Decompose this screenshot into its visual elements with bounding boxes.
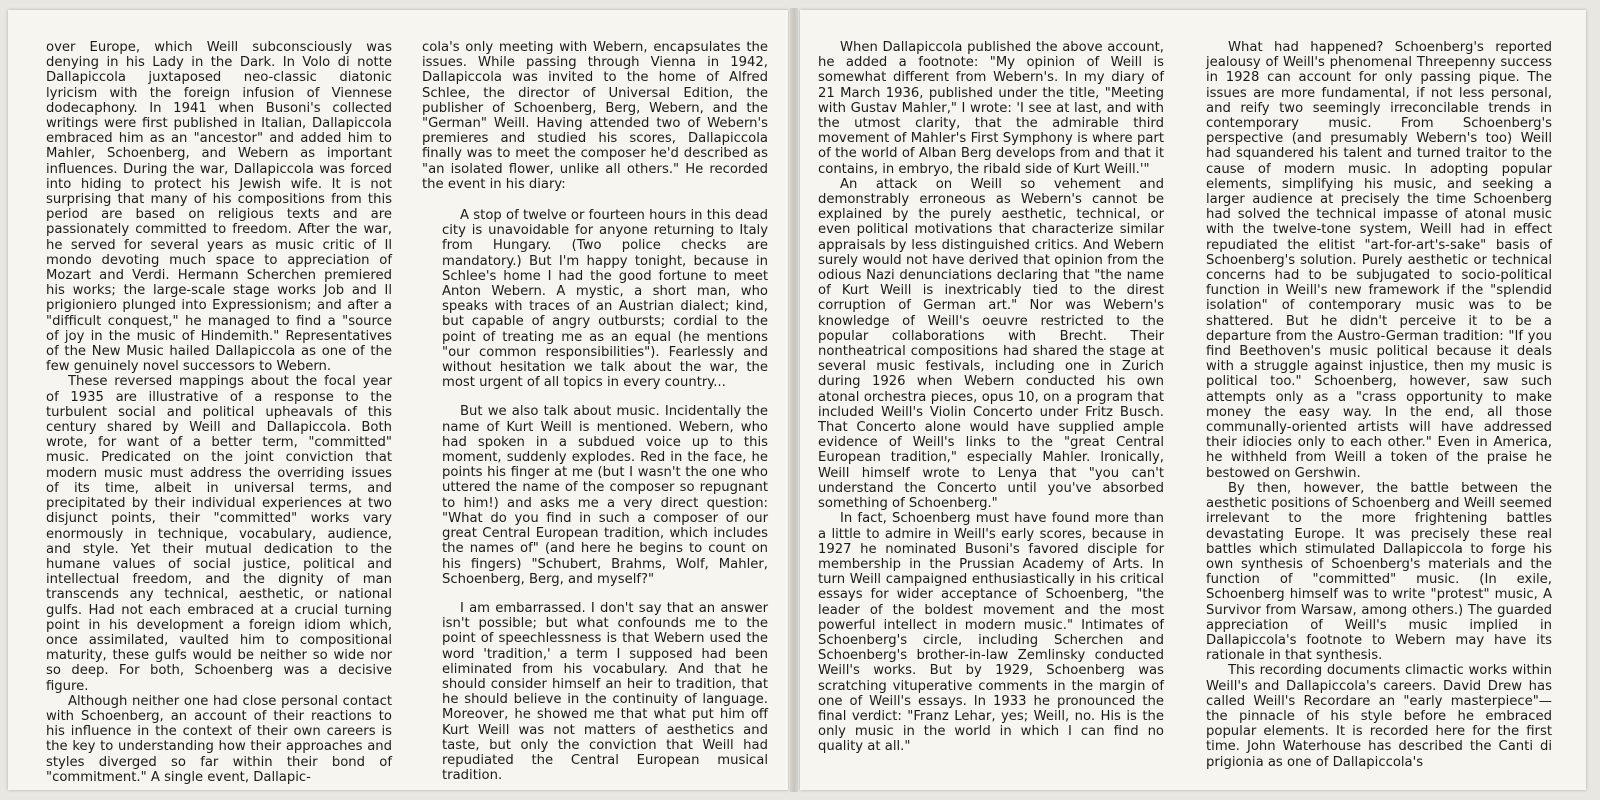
paragraph: over Europe, which Weill subconsciously was denying in his Lady in the Dark. In Volo di notte Dallapiccola juxtaposed neo-classic diatonic lyricism with the foreign infusion of Viennese dodecaphony. In 1941 when Busoni's collected writings were first published in Italian, Dallapiccola embraced him as an "ancestor" and added him to Mahler, Schoenberg, and Webern as important influences. During the war, Dallapiccola was forced into hiding to protect his Jewish wife. It is not surprising that many of his compositions from this period are based on religious texts and are passionately committed to freedom. After the war, he served for several years as music critic of Il mondo devoting much space to appreciation of Mozart and Verdi. Hermann Scherchen premiered his works; the large-scale stage works Job and Il prigioniero plunged into Expressionism; and after a "difficult conquest," he managed to find a "source of joy in the music of Hindemith." Representatives of the New Music hailed Dallapiccola as one of the few genuinely novel successors to Webern.	[46, 40, 392, 375]
paragraph: When Dallapiccola published the above account, he added a footnote: "My opinion of Weill is somewhat different from Webern's. In my diary of 21 March 1936, published under the title, "Meeting with Gustav Mahler," I wrote: 'I see at last, and with the utmost clarity, that the admirable third movement of Mahler's First Symphony is where part of the world of Alban Berg develops from and that it contains, in embryo, the ribald side of Kurt Weill.'"	[818, 40, 1164, 177]
right-page-column-1	[818, 40, 1164, 770]
right-page-column-2	[1206, 40, 1552, 770]
booklet-spine	[790, 8, 798, 792]
left-page	[8, 10, 788, 790]
paragraph: What had happened? Schoenberg's reported jealousy of Weill's phenomenal Threepenny success in 1928 can account for only passing pique. The issues are more fundamental, if not less personal, and reify two seemingly irreconcilable trends in contemporary music. From Schoenberg's perspective (and presumably Webern's too) Weill had squandered his talent and turned traitor to the cause of modern music. In adopting popular elements, simplifying his music, and seeking a larger audience at precisely the time Schoenberg had solved the technical impasse of atonal music with the twelve-tone system, Weill had in effect repudiated the elitist "art-for-art's-sake" basis of Schoenberg's solution. Purely aesthetic or technical concerns had to be subjugated to socio-political function in Weill's new framework if the "splendid isolation" of contemporary music was to be shattered. But he didn't perceive it to be a departure from the Austro-German tradition: "If you find Beethoven's music political because it deals with a struggle against injustice, then my music is political too." Schoenberg, however, saw such attempts only as a "crass opportunity to make money the easy way. In the end, all those communally-oriented artists will have addressed their idiocies only to each other." Even in America, he withheld from Weill a token of the praise he bestowed on Gershwin.	[1206, 40, 1552, 481]
paragraph: These reversed mappings about the focal year of 1935 are illustrative of a response to the turbulent social and political upheavals of this century shared by Weill and Dallapiccola. Both wrote, for want of a better term, "committed" music. Predicated on the joint conviction that modern music must address the overriding issues of its time, albeit in universal terms, and precipitated by their individual experiences at two disjunct points, their "committed" works vary enormously in technique, vocabulary, audience, and style. Yet their mutual dedication to the humane values of social justice, political and intellectual freedom, and the dignity of man transcends any technical, aesthetic, or national gulfs. Had not each embraced at a crucial turning point in his development a foreign idiom which, once assimilated, vaulted him to compositional maturity, these gulfs would be neither so wide nor so deep. For both, Schoenberg was a decisive figure.	[46, 374, 392, 694]
paragraph: Although neither one had close personal contact with Schoenberg, an account of their reactions to his influence in the context of their own careers is the key to understanding how their approaches and styles diverged so far within their bond of "commitment." A single event, Dallapic-	[46, 693, 392, 785]
paragraph: In fact, Schoenberg must have found more than a little to admire in Weill's early scores, because in 1927 he nominated Busoni's favored disciple for membership in the Prussian Academy of Arts. In turn Weill campaigned enthusiastically in his critical essays for wider acceptance of Schoenberg, "the leader of the boldest movement and the most powerful intellect in modern music." Intimates of Schoenberg's circle, including Scherchen and Schoenberg's brother-in-law Zemlinsky conducted Weill's works. But by 1929, Schoenberg was scratching vituperative comments in the margin of one of Weill's essays. In 1933 he pronounced the final verdict: "Franz Lehar, yes; Weill, no. His is the only music in the world in which I can find no quality at all."	[818, 511, 1164, 755]
paragraph: cola's only meeting with Webern, encapsulates the issues. While passing through Vienna in 1942, Dallapiccola was invited to the home of Alfred Schlee, the director of Universal Edition, the publisher of Schoenberg, Berg, Webern, and the "German" Weill. Having attended two of Webern's premieres and studied his scores, Dallapiccola finally was to meet the composer he'd described as "an isolated flower, unlike all others." He recorded the event in his diary:	[422, 40, 768, 192]
diary-quote: But we also talk about music. Incidentally the name of Kurt Weill is mentioned. Webern, who had spoken in a subdued voice up to this moment, suddenly explodes. Red in the face, he points his finger at me (but I wasn't the one who uttered the name of the composer so repugnant to him!) and asks me a very direct question: "What do you find in such a composer of our great Central European tradition, which includes the names of" (and here he begins to count on his fingers) "Schubert, Brahms, Wolf, Mahler, Schoenberg, Berg, and myself?"	[442, 404, 768, 587]
diary-quote: A stop of twelve or fourteen hours in this dead city is unavoidable for anyone returning to Italy from Hungary. (Two police checks are mandatory.) But I'm happy tonight, because in Schlee's home I had the good fortune to meet Anton Webern. A mystic, a short man, who speaks with traces of an Austrian dialect; kind, but capable of angry outbursts; cordial to the point of treating me as an equal (he mentions "our common responsibilities"). Fearlessly and without hesitation we talk about the war, the most urgent of all topics in every country...	[442, 208, 768, 391]
diary-quote: I am embarrassed. I don't say that an answer isn't possible; but what confounds me to the point of speechlessness is that Webern used the word 'tradition,' a term I supposed had been eliminated from his vocabulary. And that he should consider himself an heir to tradition, that he should believe in the continuity of language. Moreover, he showed me that what put him off Kurt Weill was not matters of aesthetics and taste, but only the conviction that Weill had repudiated the Central European musical tradition.	[442, 600, 768, 784]
left-page-column-1	[46, 40, 392, 785]
left-page-column-2	[422, 40, 768, 784]
paragraph: An attack on Weill so vehement and demonstrably erroneous as Webern's cannot be explained by the purely aesthetic, technical, or even political motivations that characterize similar appraisals by less distinguished critics. And Webern surely would not have derived that opinion from the odious Nazi denunciations declaring that "the name of Kurt Weill is inextricably tied to the direst corruption of German art." Nor was Webern's knowledge of Weill's oeuvre restricted to the popular collaborations with Brecht. Their nontheatrical compositions had shared the stage at several music festivals, including one in Zurich during 1926 when Webern conducted his own atonal orchestra pieces, opus 10, on a program that included Weill's Violin Concerto under Fritz Busch. That Concerto alone would have supplied ample evidence of Weill's links to the "great Central European tradition," especially Mahler. Ironically, Weill himself wrote to Lenya that "you can't understand the Concerto until you've absorbed something of Schoenberg."	[818, 176, 1164, 512]
right-page	[800, 10, 1586, 790]
paragraph: This recording documents climactic works within Weill's and Dallapiccola's careers. David Drew has called Weill's Recordare an "early masterpiece"—the pinnacle of his style before he embraced popular elements. It is recorded here for the first time. John Waterhouse has described the Canti di prigionia as one of Dallapiccola's	[1206, 663, 1552, 770]
paragraph: By then, however, the battle between the aesthetic positions of Schoenberg and Weill seemed irrelevant to the more frightening battles devastating Europe. It was precisely these real battles which stimulated Dallapiccola to forge his own synthesis of Schoenberg's materials and the function of "committed" music. (In exile, Schoenberg himself was to write "protest" music, A Survivor from Warsaw, among others.) The guarded appreciation of Weill's music implied in Dallapiccola's footnote to Webern may have its rationale in that synthesis.	[1206, 480, 1552, 664]
